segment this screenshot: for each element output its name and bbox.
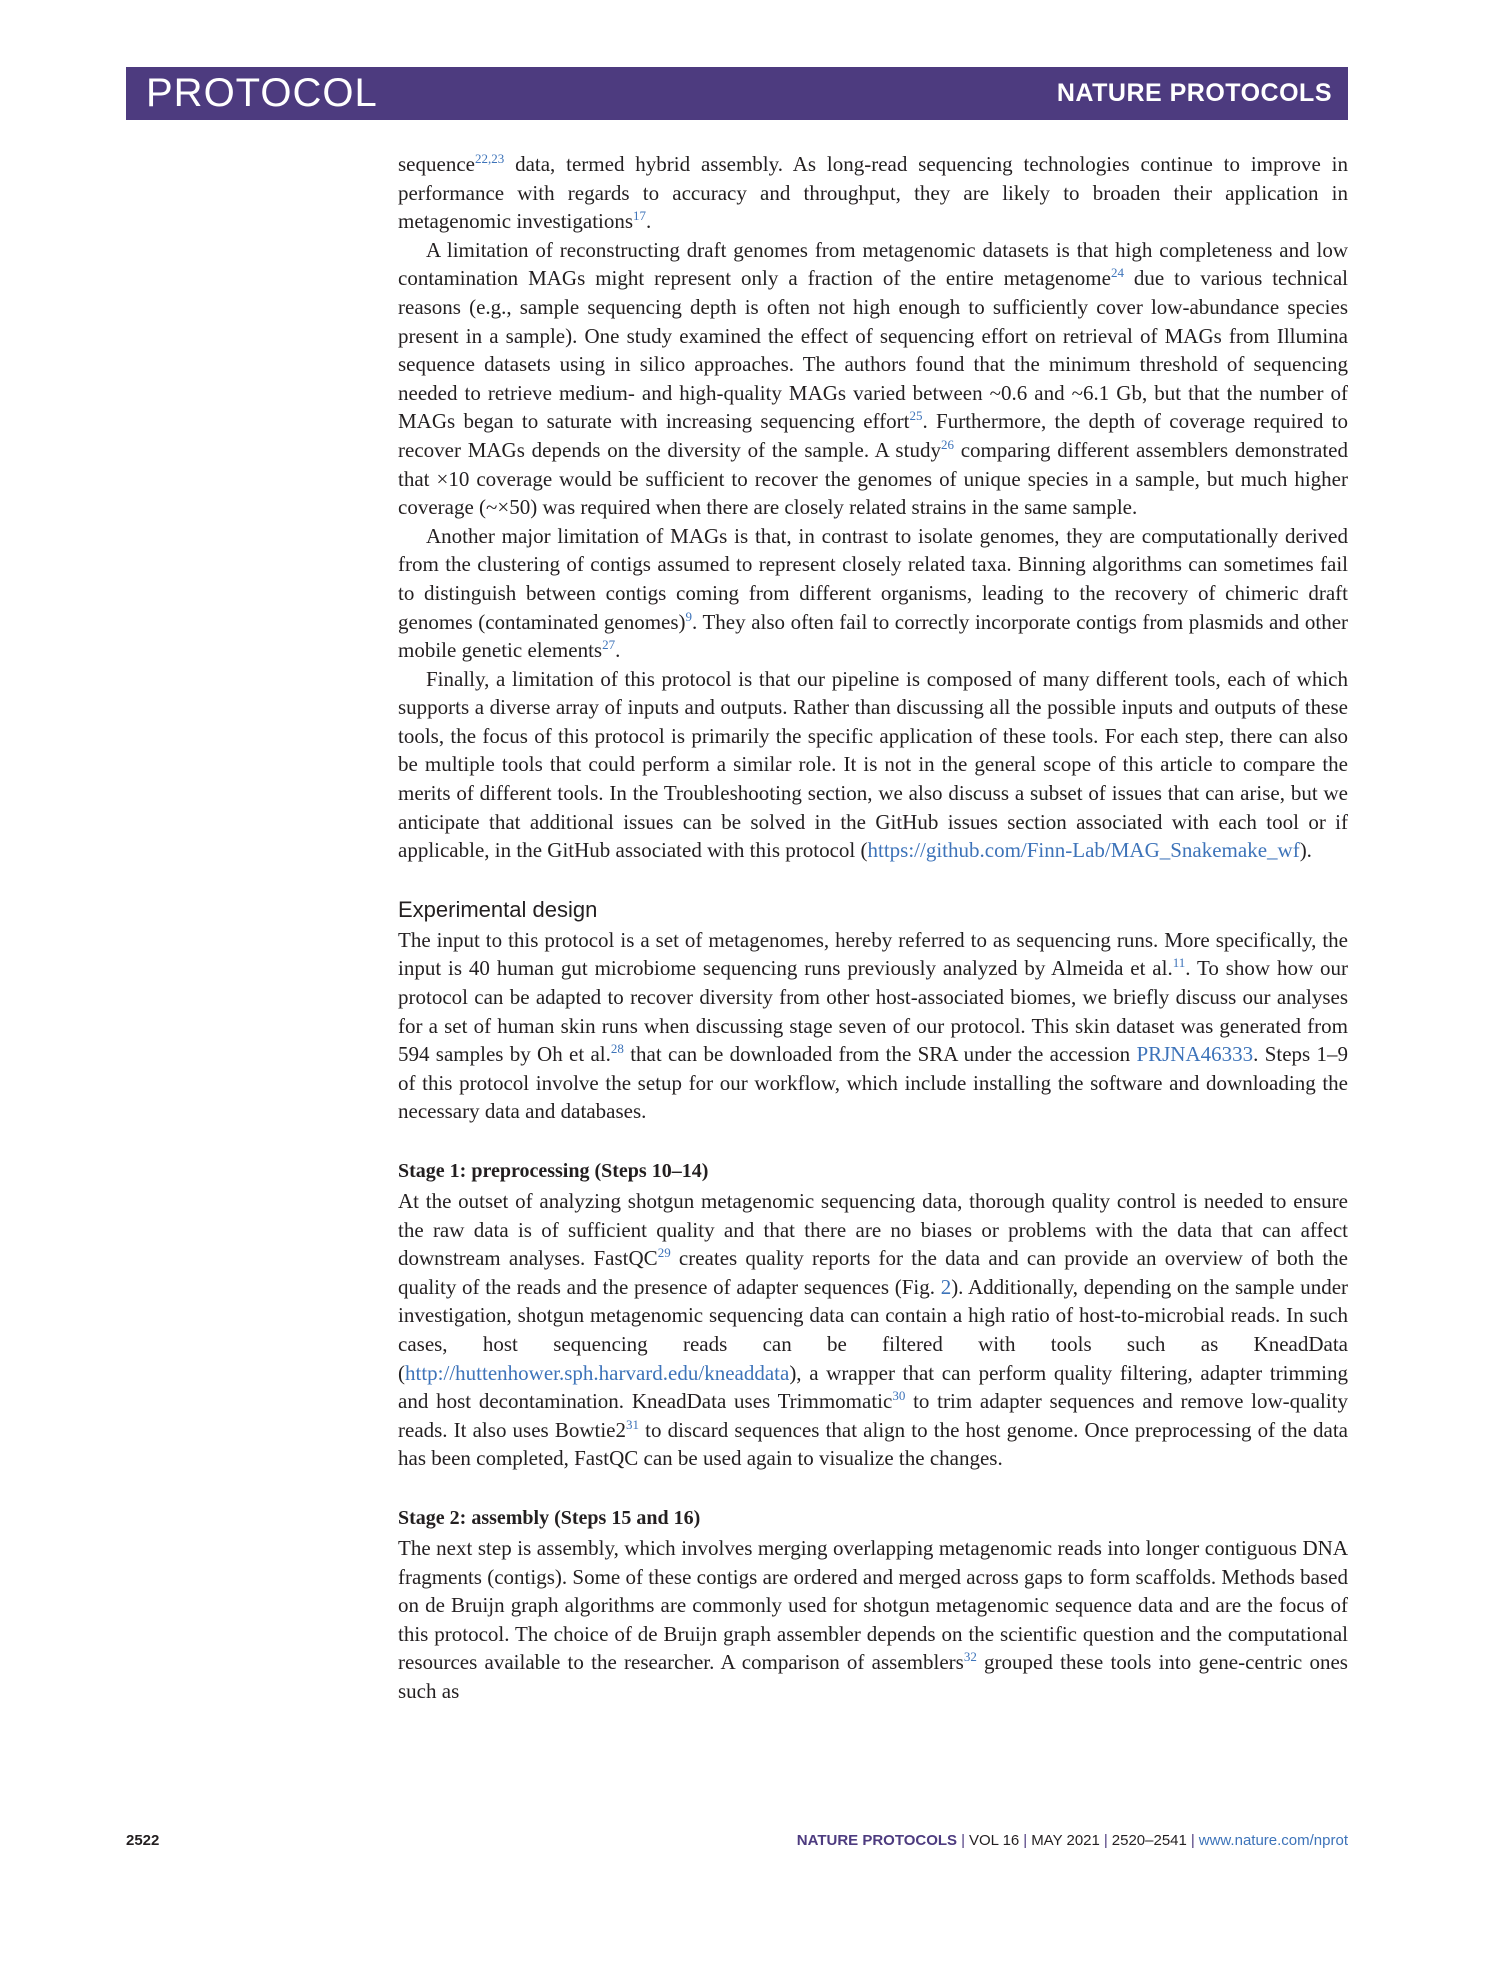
footer-volume: VOL 16: [968, 1832, 1020, 1849]
stage2-heading: Stage 2: assembly (Steps 15 and 16): [398, 1506, 701, 1529]
reference-citation[interactable]: 26: [940, 436, 954, 452]
github-link[interactable]: https://github.com/Finn-Lab/MAG_Snakemake_wf: [867, 838, 1300, 863]
footer-date: MAY 2021: [1031, 1832, 1100, 1849]
footer-journal: NATURE PROTOCOLS: [796, 1832, 958, 1849]
stage1-heading: Stage 1: preprocessing (Steps 10–14): [398, 1160, 709, 1182]
journal-label: NATURE PROTOCOLS: [1056, 79, 1332, 107]
footer-separator: |: [961, 1832, 965, 1849]
reference-citation[interactable]: 24: [1110, 265, 1124, 281]
journal-url-link[interactable]: www.nature.com/nprot: [1198, 1832, 1348, 1849]
reference-citation[interactable]: 32: [963, 1649, 977, 1665]
reference-citation[interactable]: 25: [909, 408, 923, 424]
reference-citation[interactable]: 9: [685, 608, 693, 624]
reference-citation[interactable]: 11: [1172, 955, 1186, 971]
reference-citation[interactable]: 29: [657, 1245, 671, 1261]
page-number: 2522: [126, 1832, 160, 1849]
footer-pages: 2520–2541: [1111, 1832, 1187, 1849]
kneaddata-link[interactable]: http://huttenhower.sph.harvard.edu/kneaddata: [405, 1360, 790, 1385]
paragraph-protocol-limitations: Finally, a limitation of this protocol is that our pipeline is composed of many different tools, each of which supports a diverse array of inputs and outputs. Rather than discussing all the possible inputs and outputs of these tools, the focus of this protocol is primarily the specific application of these tools. For each step, there can also be multiple tools that could perform a similar role. It is not in the general scope of this article to compare the merits of different tools. In the Troubleshooting section, we also discuss a subset of issues that can arise, but we anticipate that additional issues can be solved in the GitHub issues section associated with each tool or if applicable, in the GitHub associated with this protocol (https://github.com/Finn-Lab/MAG_Snakemake_wf).: [398, 666, 1348, 863]
section-label: PROTOCOL: [146, 71, 378, 115]
paragraph-hybrid-assembly: sequence$^{22,23}$ data, termed hybrid assembly. As long-read sequencing technologies continue to improve in performance with regards to accuracy and throughput, they are likely to broaden their application in metagenomic investigations$^{17}$.: [398, 151, 1348, 234]
experimental-design-heading: Experimental design: [398, 896, 598, 922]
footer-citation: [797, 1832, 1348, 1849]
paragraph-preprocessing: At the outset of analyzing shotgun metagenomic sequencing data, thorough quality control is needed to ensure the raw data is of sufficient quality and that there are no biases or problems with the data that can affect downstream analyses. FastQC$^{29}$ creates quality reports for the data and can provide an overview of both the quality of the reads and the presence of adapter sequences (Fig. 2). Additionally, depending on the sample under investigation, shotgun metagenomic sequencing data can contain a high ratio of host-to-microbial reads. In such cases, host sequencing reads can be filtered with tools such as KneadData (http://huttenhower.sph.harvard.edu/kneaddata), a wrapper that can perform quality filtering, adapter trimming and host decontamination. KneadData uses Trimmomatic$^{30}$ to trim adapter sequences and remove low-quality reads. It also uses $Bowtie2^{31}$ to discard sequences that align to the host genome. Once preprocessing of the data has been completed, FastQC can be used again to visualize the changes.: [398, 1189, 1349, 1471]
footer-separator: |: [1103, 1832, 1108, 1849]
reference-citation[interactable]: 17: [633, 208, 647, 224]
article-body: [398, 150, 1348, 1706]
reference-citation[interactable]: 31: [626, 1416, 640, 1432]
paragraph-assembly: The next step is assembly, which involves merging overlapping metagenomic reads into longer contiguous DNA fragments (contigs). Some of these contigs are ordered and merged across gaps to form scaffolds. Methods based on de Bruijn graph algorithms are commonly used for shotgun metagenomic sequence data and are the focus of this protocol. The choice of de Bruijn graph assembler depends on the scientific question and the computational resources available to the researcher. A comparison of assemblers$^{32}$ grouped these tools into gene-centric ones such as: [398, 1535, 1348, 1703]
footer-separator: |: [1190, 1832, 1195, 1849]
header-bar: [126, 67, 1348, 120]
paragraph-mag-limitations: A limitation of reconstructing draft genomes from metagenomic datasets is that high completeness and low contamination MAGs might represent only a fraction of the entire metagenome$^{24}$ due to various technical reasons (e.g., sample sequencing depth is often not high enough to sufficiently cover low-abundance species present in a sample). One study examined the effect of sequencing effort on retrieval of MAGs from Illumina sequence datasets using in silico approaches. The authors found that the minimum threshold of sequencing needed to retrieve medium- and high-quality MAGs varied between ~0.6 and ~6.1 Gb, but that the number of MAGs began to saturate with increasing sequencing effort$^{25}$. Furthermore, the depth of coverage required to recover MAGs depends on the diversity of the sample. A study$^{26}$ comparing different assemblers demonstrated that ×10 coverage would be sufficient to recover the genomes of unique species in a sample, but much higher coverage (~×50) was required when there are closely related strains in the same sample.: [398, 237, 1348, 520]
figure-link[interactable]: 2: [940, 1274, 952, 1299]
reference-citation[interactable]: 27: [602, 637, 616, 653]
accession-link[interactable]: PRJNA46333: [1136, 1042, 1254, 1067]
reference-citation[interactable]: 28: [610, 1041, 624, 1057]
paragraph-experimental-design: The input to this protocol is a set of metagenomes, hereby referred to as sequencing runs. More specifically, the input is 40 human gut microbiome sequencing runs previously analyzed by Almeida et al.$^{11}$. To show how our protocol can be adapted to recover diversity from other host-associated biomes, we briefly discuss our analyses for a set of human skin runs when discussing stage seven of our protocol. This skin dataset was generated from 594 samples by Oh et al.$^{28}$ that can be downloaded from the SRA under the accession PRJNA46333. Steps 1–9 of this protocol involve the setup for our workflow, which include installing the software and downloading the necessary data and databases.: [398, 927, 1349, 1124]
reference-citation[interactable]: 30: [892, 1388, 906, 1404]
paragraph-binning-limitations: Another major limitation of MAGs is that, in contrast to isolate genomes, they are computationally derived from the clustering of contigs assumed to represent closely related taxa. Binning algorithms can sometimes fail to distinguish between contigs coming from different organisms, leading to the recovery of chimeric draft genomes (contaminated genomes)$^9$. They also often fail to correctly incorporate contigs from plasmids and other mobile genetic elements$^{27}$.: [398, 523, 1349, 663]
reference-citation[interactable]: 22,23: [474, 151, 505, 166]
footer-separator: |: [1023, 1832, 1028, 1849]
